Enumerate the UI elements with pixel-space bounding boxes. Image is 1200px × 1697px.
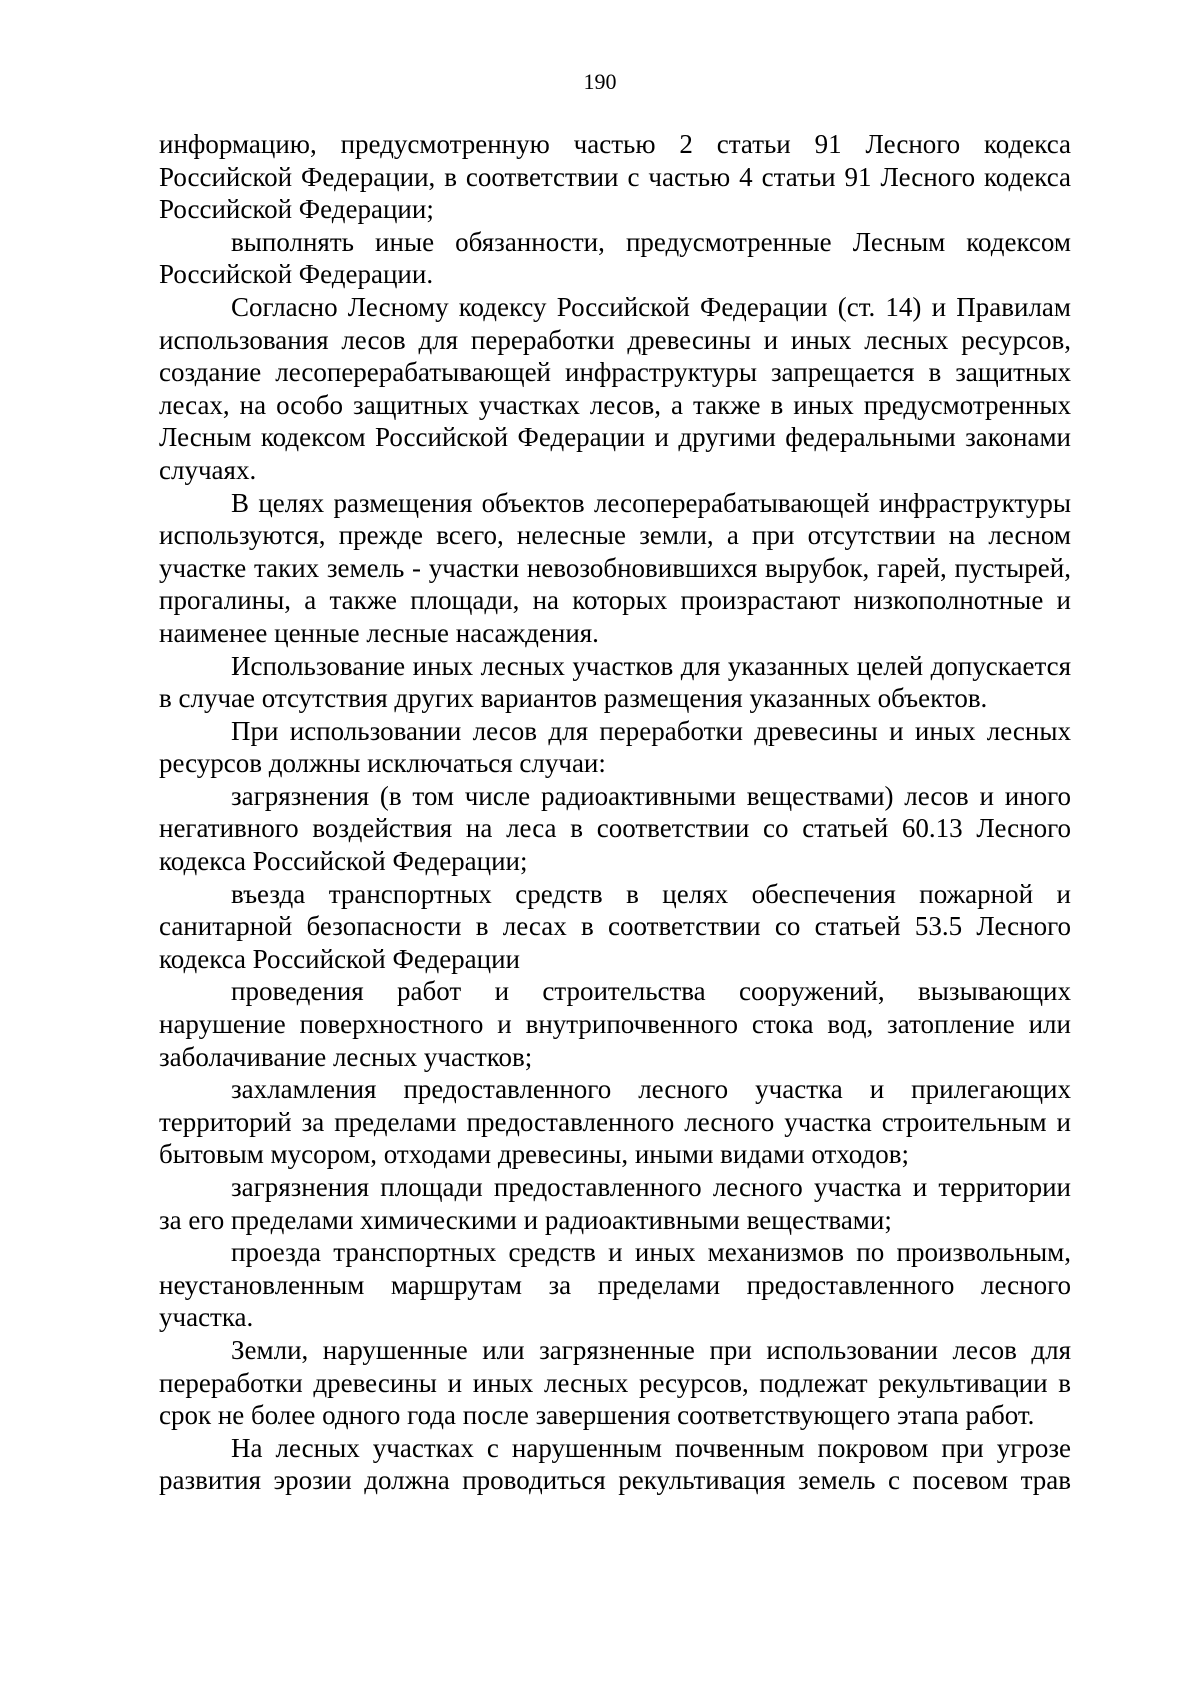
paragraph: Земли, нарушенные или загрязненные при использовании лесов для переработки древесины и иных лесных ресурсов, подлежат рекультивации в срок не более одного года после завершения соответствующего этапа работ.: [159, 1334, 1071, 1431]
paragraph: проезда транспортных средств и иных механизмов по произвольным, неустановленным маршрутам за пределами предоставленного лесного участка.: [159, 1237, 1071, 1333]
paragraph: При использовании лесов для переработки древесины и иных лесных ресурсов должны исключаться случаи:: [159, 715, 1071, 779]
paragraph: В целях размещения объектов лесоперерабатывающей инфраструктуры используются, прежде всего, нелесные земли, а при отсутствии на лесном участке таких земель - участки невозобновившихся вырубок, гарей, пустырей, прогалины, а также площади, на которых произрастают низкополнотные и наименее ценные лесные насаждения.: [159, 487, 1071, 648]
paragraph: выполнять иные обязанности, предусмотренные Лесным кодексом Российской Федерации.: [159, 226, 1071, 290]
paragraph: загрязнения площади предоставленного лесного участка и территории за его пределами химическими и радиоактивными веществами;: [159, 1172, 1071, 1235]
document-body: [159, 128, 1071, 1497]
paragraph: Использование иных лесных участков для указанных целей допускается в случае отсутствия других вариантов размещения указанных объектов.: [159, 650, 1071, 714]
paragraph: въезда транспортных средств в целях обеспечения пожарной и санитарной безопасности в лесах в соответствии со статьей 53.5 Лесного кодекса Российской Федерации: [159, 878, 1071, 974]
paragraph: Согласно Лесному кодексу Российской Федерации (ст. 14) и Правилам использования лесов для переработки древесины и иных лесных ресурсов, создание лесоперерабатывающей инфраструктуры запрещается в защитных лесах, на особо защитных участках лесов, а также в иных предусмотренных Лесным кодексом Российской Федерации и другими федеральными законами случаях.: [159, 291, 1071, 485]
paragraph: загрязнения (в том числе радиоактивными веществами) лесов и иного негативного воздействия на леса в соответствии со статьей 60.13 Лесного кодекса Российской Федерации;: [159, 780, 1071, 877]
paragraph: захламления предоставленного лесного участка и прилегающих территорий за пределами предоставленного лесного участка строительным и бытовым мусором, отходами древесины, иными видами отходов;: [159, 1074, 1071, 1170]
paragraph: На лесных участках с нарушенным почвенным покровом при угрозе развития эрозии должна проводиться рекультивация земель с посевом трав: [159, 1432, 1071, 1496]
paragraph: проведения работ и строительства сооружений, вызывающих нарушение поверхностного и внутрипочвенного стока вод, затопление или заболачивание лесных участков;: [159, 976, 1071, 1072]
paragraph: информацию, предусмотренную частью 2 статьи 91 Лесного кодекса Российской Федерации, в соответствии с частью 4 статьи 91 Лесного кодекса Российской Федерации;: [159, 129, 1071, 225]
page-number: 190: [583, 69, 617, 94]
